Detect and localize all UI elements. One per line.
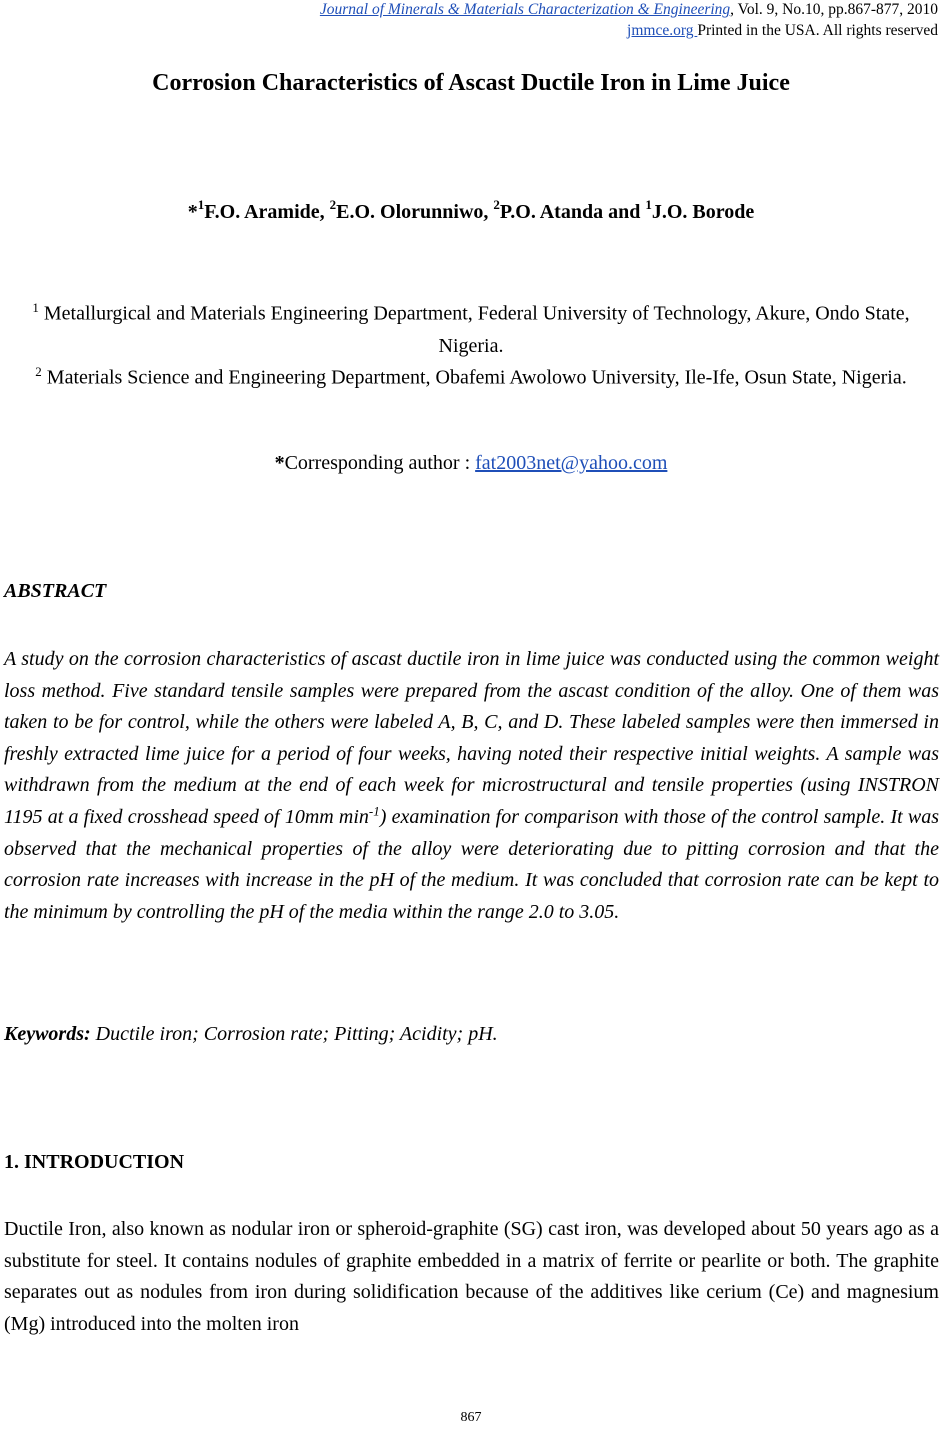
journal-name-link[interactable]: Journal of Minerals & Materials Characterization & Engineering — [319, 1, 731, 18]
affiliation-1: $^1$ Metallurgical and Materials Engineering Department, Federal University of Technology, Akure, Ondo State, Nigeria. — [32, 300, 910, 357]
journal-details: , Vol. 9, No.10, pp.867-877, 2010 — [730, 1, 938, 18]
section-heading-introduction: 1. INTRODUCTION — [4, 1151, 185, 1173]
author-email-link[interactable]: fat2003net@yahoo.com — [475, 452, 668, 474]
introduction-text: Ductile Iron, also known as nodular iron or spheroid-graphite (SG) cast iron, was developed about 50 years ago as a substitute for steel. It contains nodules of graphite embedded in a matrix of ferrite or pearlite or both. The graphite separates out as nodules from iron during solidification because of the additives like cerium (Ce) and magnesium (Mg) introduced into the molten iron — [4, 1218, 939, 1335]
keywords: Keywords: Ductile iron; Corrosion rate; Pitting; Acidity; pH. — [4, 1023, 498, 1045]
corresponding-author: *Corresponding author : fat2003net@yahoo.com — [274, 452, 668, 474]
journal-site-link[interactable]: jmmce.org — [627, 22, 698, 39]
paper-title: Corrosion Characteristics of Ascast Ductile Iron in Lime Juice — [152, 70, 790, 96]
author-3: $^2$P.O. Atanda and — [493, 197, 646, 223]
author-4: $^1$J.O. Borode — [645, 197, 755, 223]
author-list — [0, 198, 942, 224]
journal-header-line2 — [627, 21, 938, 41]
author-1: *$^1$F.O. Aramide, — [187, 197, 330, 223]
page-number: 867 — [460, 1410, 482, 1425]
rights-text: Printed in the USA. All rights reserved — [697, 22, 938, 39]
abstract-text: A study on the corrosion characteristics of ascast ductile iron in lime juice was conducted using the common weight loss method. Five standard tensile samples were prepared from the ascast condition of the alloy. One of them was taken to be for control, while the others were labeled A, B, C, and D. These labeled samples were then immersed in freshly extracted lime juice for a period of four weeks, having noted their respective initial weights. A sample was withdrawn from the medium at the end of each week for microstructural and tensile properties (using INSTRON 1195 at a fixed crosshead speed of 10mm $\min^{-1}$) examination for comparison with those of the control sample. It was observed that the mechanical properties of the alloy were deteriorating due to pitting corrosion and that the corrosion rate increases with increase in the pH of the medium. It was concluded that corrosion rate can be kept to the minimum by controlling the pH of the media within the range 2.0 to 3.05. — [4, 648, 939, 923]
journal-header — [320, 0, 938, 20]
author-2: $^2$E.O. Olorunniwo, — [329, 197, 494, 223]
abstract-heading: ABSTRACT — [4, 580, 107, 602]
affiliation-2: $^2$ Materials Science and Engineering Department, Obafemi Awolowo University, Ile-Ife, Osun State, Nigeria. — [35, 364, 907, 389]
